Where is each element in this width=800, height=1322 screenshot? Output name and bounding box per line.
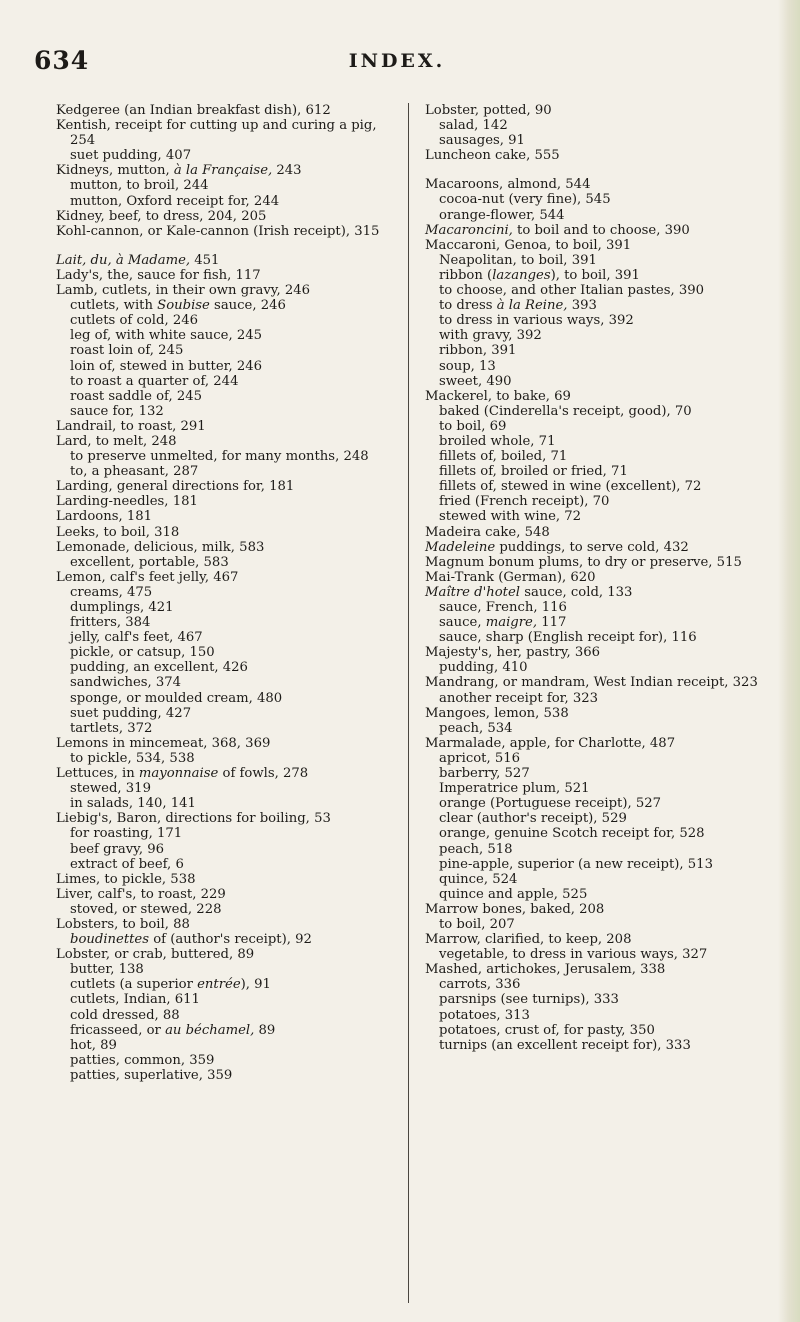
entry-text: salad, 142 [439, 118, 508, 134]
index-entry [56, 209, 396, 224]
entry-text: Larding, general directions for, 181 [56, 479, 295, 495]
index-subentry [56, 721, 396, 736]
left-column [56, 103, 396, 1083]
entry-text: Marrow bones, baked, 208 [425, 901, 605, 917]
entry-text: fillets of, stewed in wine (excellent), 72 [439, 479, 702, 495]
index-subentry [56, 359, 396, 374]
entry-text: sauce, 246 [209, 298, 286, 314]
index-subentry [425, 192, 765, 207]
entry-text: roast loin of, 245 [70, 343, 184, 359]
entry-text: hot, 89 [70, 1037, 117, 1053]
entry-text: in salads, 140, 141 [70, 796, 196, 812]
index-subentry [56, 796, 396, 811]
entry-text: sauce, sharp (English receipt for), 116 [439, 630, 697, 646]
entry-text: quince, 524 [439, 871, 518, 887]
index-subentry [56, 691, 396, 706]
index-entry [56, 283, 396, 298]
entry-text: Mashed, artichokes, Jerusalem, 338 [425, 962, 666, 978]
index-subentry [425, 449, 765, 464]
page-number: 634 [34, 46, 90, 75]
entry-text: Landrail, to roast, 291 [56, 418, 206, 434]
index-subentry [56, 194, 396, 209]
entry-text: lazanges [492, 267, 551, 283]
entry-text: puddings, to serve cold, 432 [495, 539, 689, 555]
index-subentry [425, 721, 765, 736]
entry-text: Mandrang, or mandram, West Indian receipt, 323 [425, 675, 758, 691]
entry-text: pickle, or catsup, 150 [70, 645, 215, 661]
entry-text: sponge, or moulded cream, 480 [70, 690, 283, 706]
entry-text: to choose, and other Italian pastes, 390 [439, 283, 705, 299]
entry-text: Macaroons, almond, 544 [425, 177, 591, 193]
index-subentry [425, 1023, 765, 1038]
index-entry [425, 706, 765, 721]
index-subentry [425, 992, 765, 1007]
index-subentry [56, 842, 396, 857]
index-entry [56, 253, 396, 268]
entry-text: cutlets (a superior [70, 977, 198, 993]
index-subentry [425, 660, 765, 675]
index-subentry [425, 343, 765, 358]
index-subentry [425, 268, 765, 283]
entry-text: Larding-needles, 181 [56, 494, 198, 510]
index-subentry [425, 826, 765, 841]
entry-text: ), to boil, 391 [550, 267, 640, 283]
entry-text: Leeks, to boil, 318 [56, 524, 180, 540]
index-entry [56, 118, 396, 148]
index-subentry [56, 178, 396, 193]
index-entry [56, 268, 396, 283]
index-entry [425, 103, 765, 118]
index-subentry [56, 962, 396, 977]
index-subentry [56, 615, 396, 630]
page-header [34, 46, 760, 86]
entry-text: to boil and to choose, 390 [512, 222, 690, 238]
entry-text: turnips (an excellent receipt for), 333 [439, 1037, 691, 1053]
entry-text: Lamb, cutlets, in their own gravy, 246 [56, 283, 311, 299]
index-subentry [56, 298, 396, 313]
entry-text: ), 91 [240, 977, 271, 993]
index-subentry [425, 751, 765, 766]
index-entry [425, 525, 765, 540]
entry-text: sausages, 91 [439, 133, 525, 149]
entry-text: butter, 138 [70, 962, 144, 978]
entry-text: Marmalade, apple, for Charlotte, 487 [425, 735, 676, 751]
entry-text: fillets of, broiled or fried, 71 [439, 464, 628, 480]
index-subentry [56, 1008, 396, 1023]
entry-text: stewed, 319 [70, 781, 151, 797]
index-entry [56, 872, 396, 887]
index-entry [56, 525, 396, 540]
index-subentry [425, 691, 765, 706]
entry-text: ribbon ( [439, 267, 493, 283]
index-subentry [56, 1023, 396, 1038]
entry-text: Lemons in mincemeat, 368, 369 [56, 735, 271, 751]
entry-text: mutton, Oxford receipt for, 244 [70, 193, 280, 209]
entry-text: sauce for, 132 [70, 403, 164, 419]
index-entry [425, 902, 765, 917]
index-subentry [425, 887, 765, 902]
index-subentry [425, 630, 765, 645]
index-subentry [425, 419, 765, 434]
entry-text: roast saddle of, 245 [70, 388, 202, 404]
entry-text: fillets of, boiled, 71 [439, 449, 568, 465]
entry-text: peach, 518 [439, 841, 513, 857]
index-subentry [425, 766, 765, 781]
entry-text: peach, 534 [439, 720, 513, 736]
index-subentry [425, 208, 765, 223]
index-subentry [425, 328, 765, 343]
entry-text: Liver, calf's, to roast, 229 [56, 886, 226, 902]
index-subentry [425, 118, 765, 133]
index-entry [425, 736, 765, 751]
entry-text: potatoes, 313 [439, 1007, 530, 1023]
index-subentry [56, 343, 396, 358]
entry-text: Neapolitan, to boil, 391 [439, 252, 597, 268]
entry-text: cutlets, Indian, 611 [70, 992, 200, 1008]
entry-text: Maître d'hotel [425, 584, 521, 600]
entry-text: vegetable, to dress in various ways, 327 [439, 947, 708, 963]
entry-text: Liebig's, Baron, directions for boiling, 53 [56, 811, 331, 827]
index-subentry [425, 781, 765, 796]
entry-text: Madeira cake, 548 [425, 524, 550, 540]
index-entry [425, 389, 765, 404]
entry-text: potatoes, crust of, for pasty, 350 [439, 1022, 655, 1038]
entry-text: tartlets, 372 [70, 720, 153, 736]
index-entry [56, 947, 396, 962]
entry-text: Lard, to melt, 248 [56, 433, 177, 449]
index-subentry [425, 615, 765, 630]
entry-text: Lobsters, to boil, 88 [56, 916, 190, 932]
entry-text: sweet, 490 [439, 373, 512, 389]
entry-text: Kidneys, mutton, [56, 163, 174, 179]
index-entry [56, 509, 396, 524]
index-subentry [425, 479, 765, 494]
index-subentry [56, 977, 396, 992]
entry-text: à la Reine, [496, 298, 568, 314]
entry-text: Lemon, calf's feet jelly, 467 [56, 569, 239, 585]
entry-text: orange-flower, 544 [439, 207, 565, 223]
entry-text: extract of beef, 6 [70, 856, 184, 872]
entry-text: au béchamel, [165, 1022, 255, 1038]
index-subentry [56, 751, 396, 766]
entry-text: Mangoes, lemon, 538 [425, 705, 569, 721]
index-entry [56, 811, 396, 826]
entry-text: cutlets, with [70, 298, 158, 314]
index-entry [56, 917, 396, 932]
index-subentry [56, 706, 396, 721]
index-subentry [425, 298, 765, 313]
entry-text: 393 [567, 298, 597, 314]
index-subentry [425, 404, 765, 419]
entry-text: another receipt for, 323 [439, 690, 599, 706]
index-entry [425, 177, 765, 192]
index-subentry [425, 600, 765, 615]
entry-text: Mackerel, to bake, 69 [425, 388, 571, 404]
entry-text: fritters, 384 [70, 615, 151, 631]
index-subentry [425, 842, 765, 857]
entry-text: to pickle, 534, 538 [70, 750, 195, 766]
index-entry [56, 540, 396, 555]
index-entry [56, 736, 396, 751]
entry-text: boudinettes [70, 932, 150, 948]
entry-text: ribbon, 391 [439, 343, 517, 359]
index-subentry [425, 133, 765, 148]
entry-text: cutlets of cold, 246 [70, 313, 199, 329]
index-subentry [56, 660, 396, 675]
entry-text: suet pudding, 427 [70, 705, 192, 721]
index-subentry [56, 313, 396, 328]
entry-text: barberry, 527 [439, 766, 530, 782]
index-subentry [425, 811, 765, 826]
entry-text: to dress [439, 298, 497, 314]
entry-text: Lettuces, in [56, 766, 139, 782]
index-entry [425, 555, 765, 570]
entry-text: for roasting, 171 [70, 826, 183, 842]
entry-text: à la Française, [173, 163, 273, 179]
entry-text: mutton, to broil, 244 [70, 178, 209, 194]
index-entry [56, 494, 396, 509]
entry-text: to dress in various ways, 392 [439, 313, 634, 329]
entry-text: broiled whole, 71 [439, 433, 556, 449]
entry-text: Luncheon cake, 555 [425, 148, 560, 164]
entry-text: patties, common, 359 [70, 1052, 215, 1068]
entry-text: baked (Cinderella's receipt, good), 70 [439, 403, 692, 419]
index-subentry [425, 283, 765, 298]
column-divider [408, 103, 409, 1303]
index-subentry [425, 253, 765, 268]
entry-text: entrée [197, 977, 241, 993]
entry-text: Marrow, clarified, to keep, 208 [425, 932, 632, 948]
entry-text: creams, 475 [70, 584, 153, 600]
entry-text: to, a pheasant, 287 [70, 464, 199, 480]
entry-text: sauce, French, 116 [439, 600, 567, 615]
index-subentry [56, 585, 396, 600]
index-entry [56, 479, 396, 494]
entry-text: of (author's receipt), 92 [149, 932, 312, 948]
entry-text: fricasseed, or [70, 1022, 166, 1038]
index-subentry [425, 313, 765, 328]
index-subentry [56, 1053, 396, 1068]
entry-text: pudding, an excellent, 426 [70, 660, 248, 676]
entry-text: orange (Portuguese receipt), 527 [439, 796, 662, 812]
index-entry [56, 103, 396, 118]
entry-text: Soubise [157, 298, 210, 314]
index-subentry [56, 389, 396, 404]
index-subentry [425, 374, 765, 389]
entry-text: stoved, or stewed, 228 [70, 901, 222, 917]
index-subentry [425, 359, 765, 374]
index-subentry [56, 148, 396, 163]
entry-text: 243 [272, 163, 302, 179]
index-entry [56, 570, 396, 585]
index-entry [425, 932, 765, 947]
entry-text: Lobster, or crab, buttered, 89 [56, 947, 255, 963]
index-subentry [56, 645, 396, 660]
entry-text: mayonnaise [138, 766, 219, 782]
index-subentry [56, 781, 396, 796]
entry-text: Limes, to pickle, 538 [56, 871, 196, 887]
index-subentry [425, 917, 765, 932]
entry-text: fried (French receipt), 70 [439, 494, 610, 510]
index-subentry [56, 992, 396, 1007]
entry-text: beef gravy, 96 [70, 841, 165, 857]
entry-text: pine-apple, superior (a new receipt), 513 [439, 856, 713, 872]
index-entry [425, 148, 765, 163]
index-subentry [425, 857, 765, 872]
entry-text: Kedgeree (an Indian breakfast dish), 612 [56, 103, 331, 118]
index-subentry [425, 434, 765, 449]
index-subentry [56, 1068, 396, 1083]
index-subentry [425, 1008, 765, 1023]
index-entry [425, 645, 765, 660]
entry-text: jelly, calf's feet, 467 [70, 630, 203, 646]
entry-text: to roast a quarter of, 244 [70, 373, 239, 389]
entry-text: of fowls, 278 [218, 766, 309, 782]
entry-text: carrots, 336 [439, 977, 521, 993]
entry-text: Kentish, receipt for cutting up and curing a pig, 254 [56, 118, 377, 149]
entry-text: maigre, [485, 615, 538, 631]
entry-text: Lemonade, delicious, milk, 583 [56, 539, 265, 555]
index-subentry [56, 404, 396, 419]
entry-text: Lobster, potted, 90 [425, 103, 552, 118]
entry-text: Lait, du, à Madame, [56, 252, 191, 268]
entry-text: Imperatrice plum, 521 [439, 781, 590, 797]
index-subentry [56, 449, 396, 464]
index-subentry [56, 600, 396, 615]
entry-text: loin of, stewed in butter, 246 [70, 358, 263, 374]
index-entry [56, 224, 396, 239]
entry-text: sauce, [439, 615, 486, 631]
entry-text: excellent, portable, 583 [70, 554, 229, 570]
entry-text: patties, superlative, 359 [70, 1067, 233, 1083]
index-subentry [56, 857, 396, 872]
index-entry [56, 887, 396, 902]
entry-text: 117 [537, 615, 567, 631]
entry-text: 89 [254, 1022, 276, 1038]
page-edge [778, 0, 800, 1322]
entry-text: soup, 13 [439, 358, 496, 374]
entry-text: cocoa-nut (very fine), 545 [439, 192, 611, 208]
entry-text: Lardoons, 181 [56, 509, 153, 525]
index-subentry [425, 796, 765, 811]
index-subentry [56, 464, 396, 479]
entry-text: stewed with wine, 72 [439, 509, 582, 525]
entry-text: Kidney, beef, to dress, 204, 205 [56, 208, 267, 224]
index-subentry [56, 1038, 396, 1053]
entry-text: Mai-Trank (German), 620 [425, 569, 596, 585]
index-entry [56, 419, 396, 434]
entry-text: sauce, cold, 133 [520, 584, 633, 600]
entry-text: to boil, 69 [439, 418, 507, 434]
entry-text: to boil, 207 [439, 916, 515, 932]
index-subentry [425, 977, 765, 992]
index-subentry [56, 675, 396, 690]
index-entry [425, 223, 765, 238]
index-entry [56, 766, 396, 781]
index-subentry [425, 872, 765, 887]
running-head: INDEX. [348, 50, 446, 72]
index-subentry [56, 328, 396, 343]
entry-text: Kohl-cannon, or Kale-cannon (Irish receipt), 315 [56, 223, 380, 239]
entry-text: clear (author's receipt), 529 [439, 811, 627, 827]
entry-text: Maccaroni, Genoa, to boil, 391 [425, 237, 632, 253]
entry-text: sandwiches, 374 [70, 675, 182, 691]
index-entry [425, 585, 765, 600]
entry-text: suet pudding, 407 [70, 148, 192, 164]
index-subentry [425, 494, 765, 509]
entry-text: Magnum bonum plums, to dry or preserve, 515 [425, 554, 742, 570]
index-subentry [425, 1038, 765, 1053]
entry-text: with gravy, 392 [439, 328, 542, 344]
entry-text: cold dressed, 88 [70, 1007, 180, 1023]
entry-text: apricot, 516 [439, 750, 521, 766]
index-entry [425, 962, 765, 977]
entry-text: Madeleine [425, 539, 496, 555]
entry-text: Majesty's, her, pastry, 366 [425, 645, 601, 661]
index-subentry [56, 374, 396, 389]
index-subentry [425, 464, 765, 479]
index-subentry [56, 932, 396, 947]
index-entry [425, 540, 765, 555]
index-subentry [56, 555, 396, 570]
entry-text: quince and apple, 525 [439, 886, 588, 902]
index-entry [425, 675, 765, 690]
entry-text: Macaroncini, [425, 222, 513, 238]
right-column [425, 103, 765, 1053]
index-subentry [56, 826, 396, 841]
index-entry [425, 570, 765, 585]
entry-text: to preserve unmelted, for many months, 248 [70, 449, 369, 465]
entry-text: orange, genuine Scotch receipt for, 528 [439, 826, 705, 842]
index-subentry [56, 902, 396, 917]
index-subentry [56, 630, 396, 645]
entry-text: Lady's, the, sauce for fish, 117 [56, 267, 261, 283]
index-subentry [425, 947, 765, 962]
index-entry [56, 163, 396, 178]
entry-text: dumplings, 421 [70, 600, 174, 615]
index-subentry [425, 509, 765, 524]
entry-text: parsnips (see turnips), 333 [439, 992, 619, 1008]
entry-text: leg of, with white sauce, 245 [70, 328, 263, 344]
entry-text: pudding, 410 [439, 660, 528, 676]
index-entry [56, 434, 396, 449]
entry-text: 451 [190, 252, 220, 268]
index-entry [425, 238, 765, 253]
